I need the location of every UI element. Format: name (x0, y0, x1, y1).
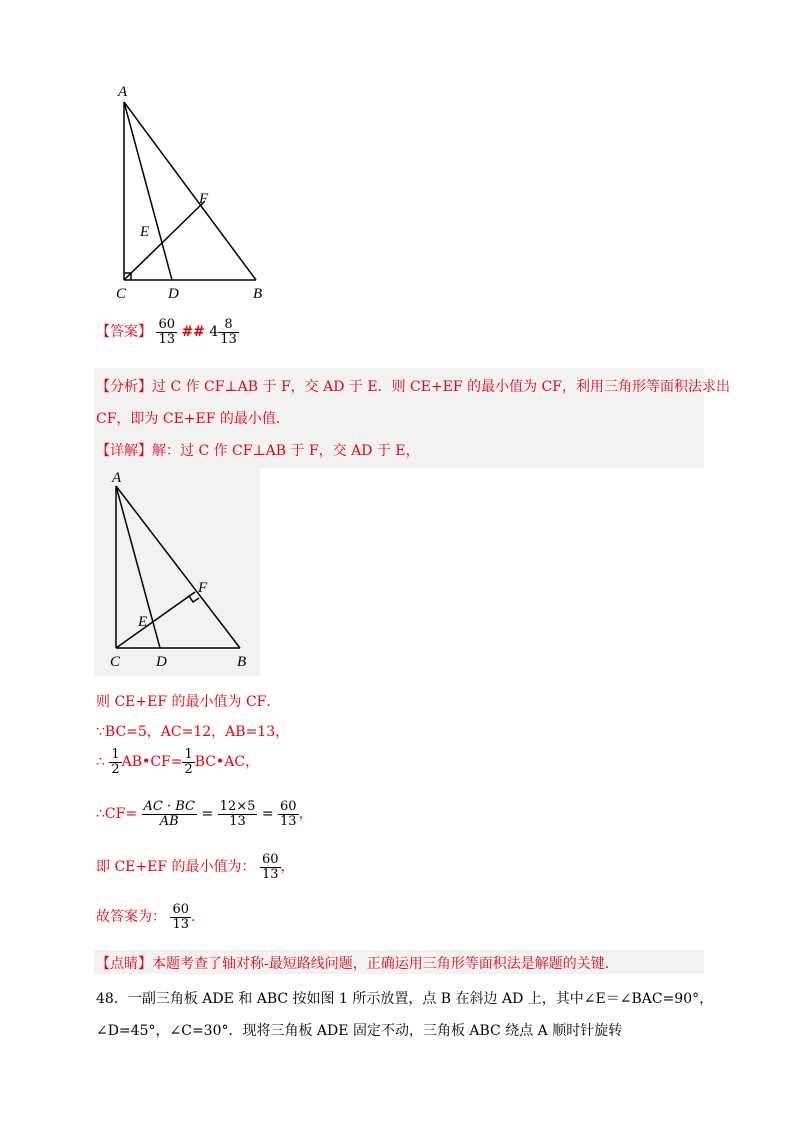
problem-48-line-2: ∠D=45°，∠C=30°．现将三角板 ADE 固定不动，三角板 ABC 绕点 A 顺时针旋转 (96, 1023, 623, 1039)
figure-2 (104, 468, 260, 673)
comment-text: 本题考查了轴对称-最短路线问题，正确运用三角形等面积法是解题的关键． (152, 956, 619, 972)
answer-mixed-whole: 4 (209, 324, 219, 341)
answer-fraction: $\frac{60}{13}$ (158, 317, 175, 347)
solution-line-5: 即 CE+EF 的最小值为： $\frac{60}{13}$ ， (96, 852, 295, 882)
fig2-label-c: C (110, 654, 121, 670)
answer-mixed-fraction: $\frac{8}{13}$ (220, 317, 237, 347)
fig2-right-angle-mark (189, 596, 199, 602)
fig1-label-b: B (253, 286, 263, 302)
fig2-label-f: F (198, 580, 208, 596)
detail-line (96, 440, 420, 460)
solution-line-6: 故答案为： $\frac{60}{13}$ ． (96, 902, 205, 932)
fig1-label-e: E (140, 224, 150, 240)
fig1-label-d: D (168, 286, 179, 302)
fig1-segment-cf (124, 201, 205, 280)
fig2-label-e: E (138, 614, 148, 630)
fig1-label-f: F (199, 191, 209, 207)
final-answer-fraction: $\frac{60}{13}$ (172, 902, 189, 932)
half-fraction-1: $\frac{1}{2}$ (111, 747, 120, 777)
problem-48-line-1: 48．一副三角板 ADE 和 ABC 按如图 1 所示放置，点 B 在斜边 AD 上，其中∠E＝∠BAC=90°， (96, 991, 714, 1007)
cf-fraction-formula: $\frac{AC \cdot BC}{AB}$ (143, 799, 196, 829)
solution-line-3: ∴ $\frac{1}{2}$ AB•CF= $\frac{1}{2}$ BC•AC， (96, 747, 260, 777)
detail-tag: 【详解】 (96, 443, 152, 459)
fig1-label-a: A (118, 84, 128, 100)
fig1-side-ab (124, 102, 256, 280)
fig2-label-b: B (237, 654, 247, 670)
analysis-line-2 (96, 408, 290, 428)
cf-fraction-result: $\frac{60}{13}$ (280, 799, 297, 829)
min-value-fraction: $\frac{60}{13}$ (261, 852, 279, 882)
detail-text: 解：过 C 作 CF⊥AB 于 F，交 AD 于 E， (152, 443, 420, 459)
answer-tag: 【答案】 (96, 324, 152, 341)
half-fraction-2: $\frac{1}{2}$ (184, 747, 193, 777)
comment-line (96, 953, 619, 973)
fig2-label-d: D (156, 654, 167, 670)
solution-line-1: 则 CE+EF 的最小值为 CF． (96, 694, 281, 710)
fig1-label-c: C (116, 286, 127, 302)
figure-1 (110, 80, 280, 305)
analysis-tag: 【分析】 (96, 379, 152, 395)
solution-line-4: ∴CF= $\frac{AC \cdot BC}{AB}$ = $\frac{12\times 5}{13}$ = $\frac{60}{13}$ ， (96, 799, 313, 829)
cf-fraction-numeric: $\frac{12\times 5}{13}$ (219, 799, 256, 829)
solution-line-2: ∵BC=5，AC=12，AB=13， (96, 724, 290, 740)
analysis-text-2: CF，即为 CE+EF 的最小值． (96, 411, 290, 427)
answer-line (96, 318, 239, 346)
analysis-line-1 (96, 376, 730, 396)
fig2-side-ab (116, 486, 240, 648)
comment-tag: 【点睛】 (96, 956, 152, 972)
answer-separator: ## (181, 324, 205, 341)
fig2-segment-cf (116, 592, 195, 648)
fig1-segment-ad (124, 102, 172, 280)
analysis-text-1: 过 C 作 CF⊥AB 于 F，交 AD 于 E．则 CE+EF 的最小值为 CF，利用三角形等面积法求出 (152, 379, 730, 395)
fig2-label-a: A (112, 470, 122, 486)
